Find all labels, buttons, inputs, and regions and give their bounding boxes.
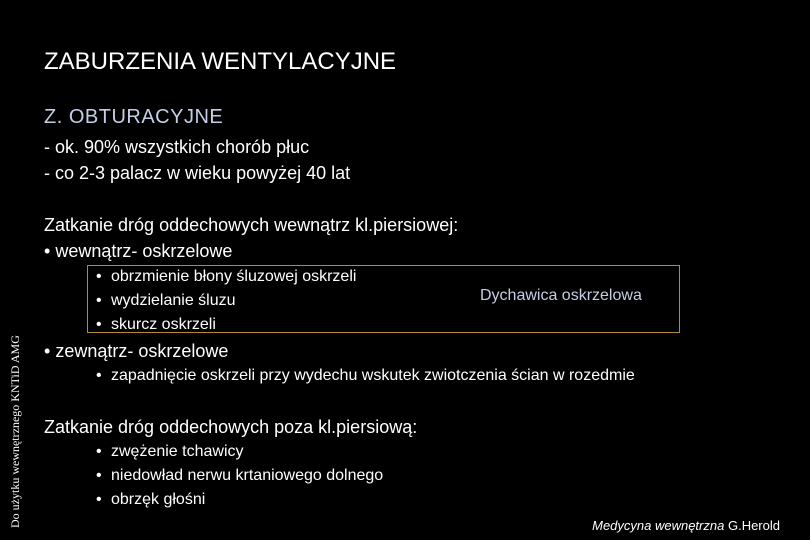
- list-item-text: zapadnięcie oskrzeli przy wydechu wskutek zwiotczenia ścian w rozedmie: [111, 367, 635, 384]
- section-heading-intrathoracic: Zatkanie dróg oddechowych wewnątrz kl.piersiowej:: [44, 215, 459, 235]
- bullet-icon: •: [96, 292, 102, 309]
- list-item: [96, 491, 383, 515]
- bullet-icon: •: [96, 367, 102, 384]
- list-item: [96, 292, 356, 316]
- list-item: [96, 467, 383, 491]
- sublist-label-text: zewnątrz- oskrzelowe: [55, 341, 229, 361]
- list-item-text: wydzielanie śluzu: [111, 292, 236, 309]
- bullet-icon: •: [44, 341, 51, 361]
- callout-asthma: Dychawica oskrzelowa: [480, 287, 642, 304]
- list-item-text: niedowład nerwu krtaniowego dolnego: [111, 467, 384, 484]
- section-heading-extrathoracic: Zatkanie dróg oddechowych poza kl.piersiową:: [44, 417, 418, 437]
- list-item-text: skurcz oskrzeli: [111, 316, 216, 333]
- sublist-label-intra: [44, 241, 232, 262]
- section-heading-obstructive: Z. OBTURACYJNE: [44, 106, 224, 128]
- sublist-label-text: wewnątrz- oskrzelowe: [55, 241, 233, 261]
- bullet-icon: •: [96, 443, 102, 460]
- list-item: [96, 367, 635, 391]
- footer-source: [592, 518, 780, 533]
- bullet-icon: •: [96, 491, 102, 508]
- extra-items-list: [96, 367, 635, 391]
- intra-items-list: [96, 268, 356, 340]
- bullet-icon: •: [96, 316, 102, 333]
- extrathoracic-items-list: [96, 443, 383, 515]
- sublist-label-extra: [44, 341, 228, 362]
- list-item: [96, 443, 383, 467]
- stat-line: - co 2-3 palacz w wieku powyżej 40 lat: [44, 163, 351, 183]
- list-item: [96, 316, 356, 340]
- bullet-icon: •: [44, 241, 51, 261]
- list-item-text: obrzęk głośni: [111, 491, 206, 508]
- list-item: [96, 268, 356, 292]
- side-label: Do użytku wewnętrznego KNTiD AMG: [8, 335, 22, 528]
- footer-book-title: Medycyna wewnętrzna: [592, 518, 725, 533]
- bullet-icon: •: [96, 268, 102, 285]
- footer-author: G.Herold: [727, 518, 780, 533]
- stat-line: - ok. 90% wszystkich chorób płuc: [44, 137, 310, 157]
- bullet-icon: •: [96, 467, 102, 484]
- list-item-text: obrzmienie błony śluzowej oskrzeli: [111, 268, 357, 285]
- slide-title: ZABURZENIA WENTYLACYJNE: [44, 48, 397, 75]
- list-item-text: zwężenie tchawicy: [111, 443, 244, 460]
